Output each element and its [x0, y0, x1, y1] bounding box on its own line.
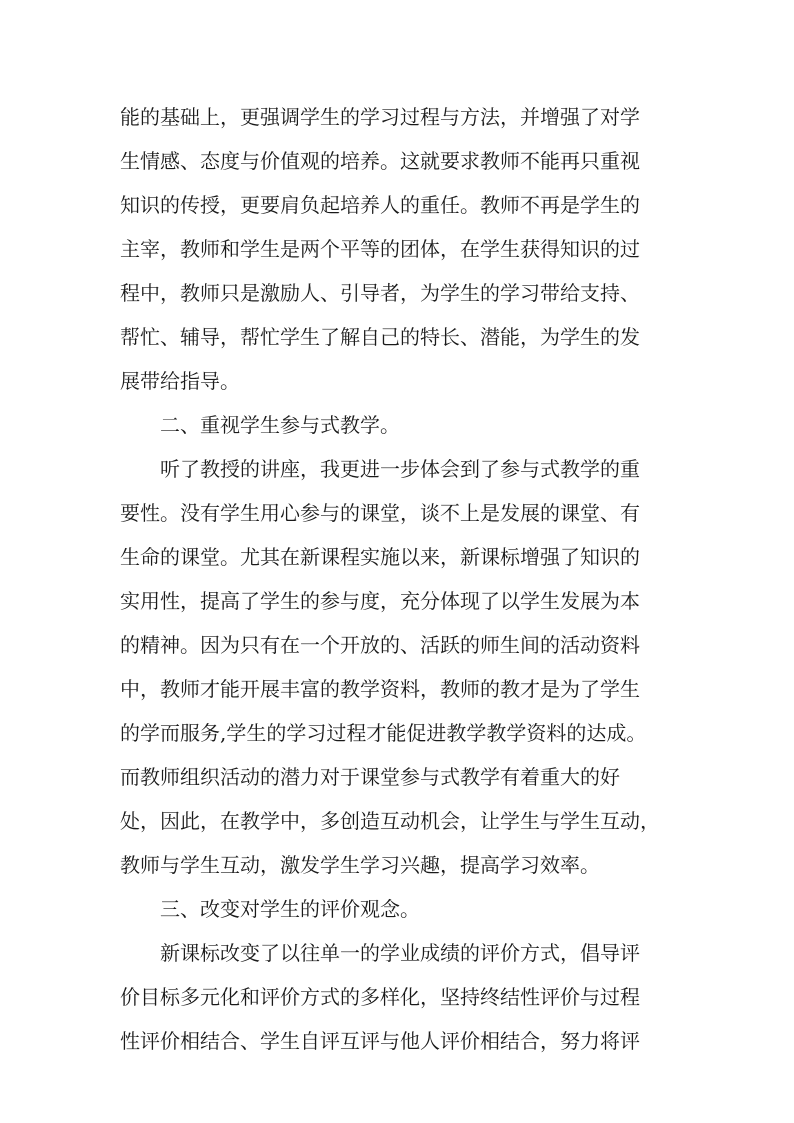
section-heading-3: 三、改变对学生的评价观念。	[160, 897, 420, 921]
text-line: 生命的课堂。尤其在新课程实施以来，新课标增强了知识的	[120, 545, 640, 569]
text-line: 实用性，提高了学生的参与度，充分体现了以学生发展为本	[120, 589, 640, 613]
text-line: 的学而服务,学生的学习过程才能促进教学教学资料的达成。	[120, 721, 647, 745]
section-heading-2: 二、重视学生参与式教学。	[160, 413, 400, 437]
text-line: 处，因此，在教学中，多创造互动机会，让学生与学生互动，	[120, 809, 660, 833]
text-line: 中，教师才能开展丰富的教学资料，教师的教才是为了学生	[120, 677, 640, 701]
text-line: 而教师组织活动的潜力对于课堂参与式教学有着重大的好	[120, 765, 620, 789]
text-line: 帮忙、辅导，帮忙学生了解自己的特长、潜能，为学生的发	[120, 325, 640, 349]
text-line: 性评价相结合、学生自评互评与他人评价相结合，努力将评	[120, 1029, 640, 1053]
paragraph-start-line: 新课标改变了以往单一的学业成绩的评价方式，倡导评	[160, 941, 640, 965]
text-line: 价目标多元化和评价方式的多样化，坚持终结性评价与过程	[120, 985, 640, 1009]
text-line: 主宰，教师和学生是两个平等的团体，在学生获得知识的过	[120, 237, 640, 261]
text-line: 知识的传授，更要肩负起培养人的重任。教师不再是学生的	[120, 193, 640, 217]
text-line: 展带给指导。	[120, 369, 240, 393]
text-line: 教师与学生互动，激发学生学习兴趣，提高学习效率。	[120, 853, 600, 877]
text-line: 程中，教师只是激励人、引导者，为学生的学习带给支持、	[120, 281, 640, 305]
text-line: 的精神。因为只有在一个开放的、活跃的师生间的活动资料	[120, 633, 640, 657]
text-line: 能的基础上，更强调学生的学习过程与方法，并增强了对学	[120, 105, 640, 129]
text-line: 生情感、态度与价值观的培养。这就要求教师不能再只重视	[120, 149, 640, 173]
text-line: 要性。没有学生用心参与的课堂，谈不上是发展的课堂、有	[120, 501, 640, 525]
paragraph-start-line: 听了教授的讲座，我更进一步体会到了参与式教学的重	[160, 457, 640, 481]
